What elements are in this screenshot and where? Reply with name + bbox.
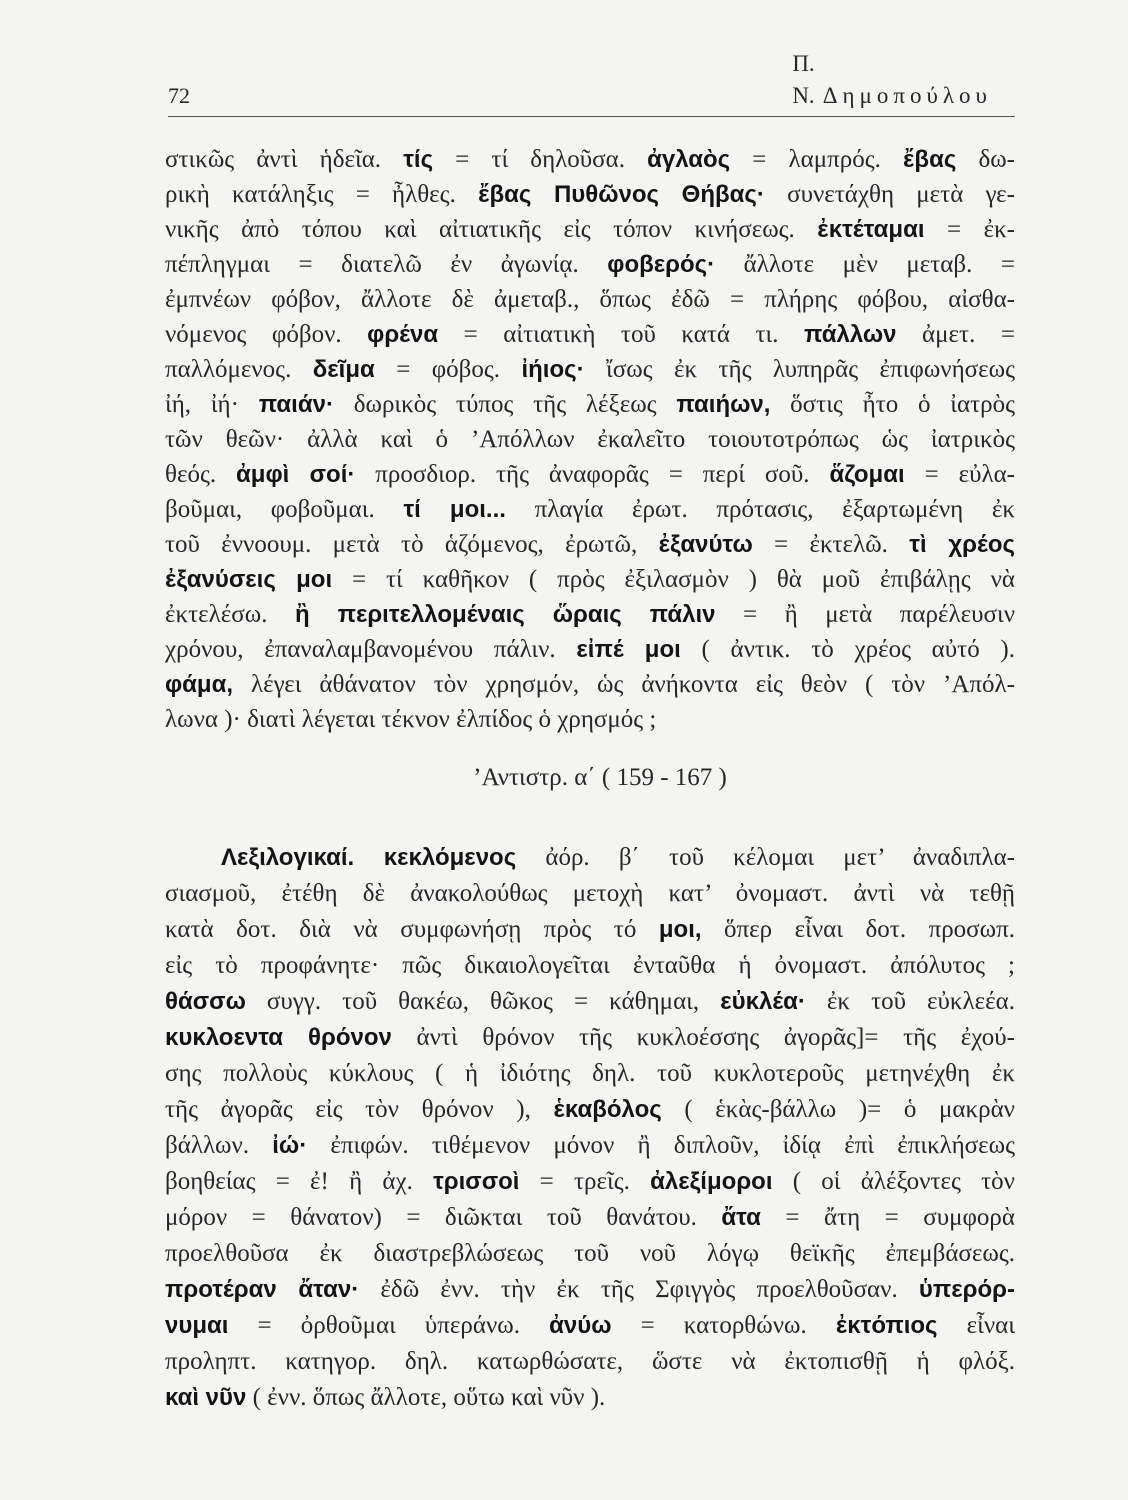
lemma-term: ἑκαβόλος [553, 1096, 662, 1123]
lemma-term: ἀμφὶ σοί· [236, 461, 356, 488]
text-line [165, 840, 1015, 876]
text-line [165, 1056, 1015, 1092]
lemma-term: Λεξιλογικαί. κεκλόμενος [221, 844, 517, 871]
text-line [165, 1308, 1015, 1344]
lemma-term: ἐκτέταμαι [817, 216, 925, 243]
gloss-text: ( οἱ ἀλέξοντες τὸν [772, 1168, 1015, 1195]
lemma-term: τί μοι... [403, 496, 506, 523]
gloss-text: = λαμπρός. [730, 146, 904, 173]
gloss-text: = ἄτη = συμφορὰ [760, 1204, 1015, 1231]
gloss-text: θεός. [165, 461, 237, 488]
gloss-text: = τί δηλοῦσα. [433, 146, 648, 173]
gloss-text: ἐκτελέσω. [165, 601, 295, 628]
text-line [165, 702, 1015, 737]
lemma-term: θάσσω [165, 988, 246, 1015]
lemma-term: τὶ χρέος [909, 531, 1015, 558]
lemma-term: ἔβας [903, 146, 957, 173]
gloss-text: λέγει ἀθάνατον τὸν χρησμόν, ὡς ἀνήκοντα εἰς θεὸν ( τὸν ’Απόλ- [233, 671, 1015, 698]
running-head [168, 51, 1015, 112]
gloss-text: τῆς ἀγορᾶς εἰς τὸν θρόνον ), [165, 1096, 554, 1123]
lemma-term: ἄτα [721, 1204, 761, 1231]
text-line [165, 352, 1015, 387]
gloss-text: ἐκ τοῦ εὐκλεέα. [805, 988, 1015, 1015]
lemma-term: ἐξανύσεις μοι [165, 566, 333, 593]
lemma-term: κυκλοεντα θρόνον [165, 1024, 392, 1051]
text-line [165, 1344, 1015, 1380]
lemma-term: εὐκλέα· [720, 988, 806, 1015]
lemma-term: τίς [403, 146, 434, 173]
gloss-text: ( ἀντικ. τὸ χρέος αὐτό ). [680, 636, 1015, 663]
lemma-term: τρισσοὶ [433, 1168, 520, 1195]
gloss-text: ἐμπνέων φόβον, ἄλλοτε δὲ ἀμεταβ., ὅπως ἐδῶ = πλήρης φόβου, αἰσθα- [165, 286, 1015, 313]
gloss-text: = ἐκ- [924, 216, 1015, 243]
text-line [165, 282, 1015, 317]
lemma-term: παιήων, [676, 391, 771, 418]
lemma-term: ἀλεξίμοροι [650, 1168, 773, 1195]
text-line [165, 527, 1015, 562]
gloss-text: συνετάχθη μετὰ γε- [764, 181, 1015, 208]
running-head-author [792, 48, 1015, 112]
lemma-term: δεῖμα [312, 356, 375, 383]
gloss-text: ἀμετ. = [896, 321, 1015, 348]
gloss-text: λωνα )· διατὶ λέγεται τέκνον ἐλπίδος ὁ χρησμός ; [165, 706, 657, 733]
gloss-text: = ἢ μετὰ παρέλευσιν [715, 601, 1015, 628]
gloss-text: ὅστις ἦτο ὁ ἰατρὸς [770, 391, 1015, 418]
gloss-text: ἴσως ἐκ τῆς λυπηρᾶς ἐπιφωνήσεως [584, 356, 1015, 383]
lemma-term: ἔβας Πυθῶνος Θήβας· [478, 181, 765, 208]
text-line [165, 667, 1015, 702]
gloss-text: = φόβος. [374, 356, 522, 383]
text-line [165, 1200, 1015, 1236]
gloss-text: πλαγία ἐρωτ. πρότασις, ἐξαρτωμένη ἐκ [505, 496, 1016, 523]
text-line [165, 1020, 1015, 1056]
page-number: 72 [168, 83, 190, 108]
text-line [165, 1128, 1015, 1164]
gloss-text: βοῦμαι, φοβοῦμαι. [165, 496, 404, 523]
gloss-text: = ἐκτελῶ. [752, 531, 910, 558]
text-line [165, 212, 1015, 247]
lemma-term: ἀγλαὸς [647, 146, 731, 173]
header-rule [168, 116, 1015, 117]
text-line [165, 984, 1015, 1020]
author-initials: Π. Ν. [792, 51, 815, 108]
lemma-term: φοβερός· [607, 251, 716, 278]
text-line [165, 1236, 1015, 1272]
text-line [165, 247, 1015, 282]
gloss-text: ( ἑκὰς-βάλλω )= ὁ μακρὰν [661, 1096, 1015, 1123]
gloss-text: ρικὴ κατάληξις = ἦλθες. [165, 181, 479, 208]
text-line [165, 177, 1015, 212]
lemma-term: ἢ περιτελλομέναις ὥραις πάλιν [294, 601, 716, 628]
lemma-term: προτέραν ἄταν· [165, 1276, 360, 1303]
gloss-text: πέπληγμαι = διατελῶ ἐν ἀγωνίᾳ. [165, 251, 608, 278]
gloss-text: δω- [956, 146, 1015, 173]
lemma-term: παιάν· [258, 391, 334, 418]
text-line [165, 457, 1015, 492]
gloss-text: νόμενος φόβον. [165, 321, 368, 348]
text-line [165, 1092, 1015, 1128]
gloss-text: = κατορθώνω. [611, 1312, 836, 1339]
lemma-term: εἰπέ μοι [576, 636, 681, 663]
text-line [165, 597, 1015, 632]
text-line [165, 422, 1015, 457]
gloss-text: εἰς τὸ προφάνητε· πῶς δικαιολογεῖται ἐνταῦθα ἡ ὀνομαστ. ἀπόλυτος ; [165, 952, 1015, 979]
gloss-text: ( ἐνν. ὅπως ἄλλοτε, οὕτω καὶ νῦν ). [246, 1384, 606, 1411]
text-line [165, 1164, 1015, 1200]
lemma-term: ἐκτόπιος [835, 1312, 938, 1339]
gloss-text: τοῦ ἐννοουμ. μετὰ τὸ ἁζόμενος, ἐρωτῶ, [165, 531, 659, 558]
lemma-term: πάλλων [804, 321, 897, 348]
gloss-text: ἄλλοτε μὲν μεταβ. = [715, 251, 1015, 278]
gloss-text: ἰή, ἰή· [165, 391, 259, 418]
text-line [165, 912, 1015, 948]
text-line [165, 492, 1015, 527]
gloss-text: προελθοῦσα ἐκ διαστρεβλώσεως τοῦ νοῦ λόγῳ θεϊκῆς ἐπεμβάσεως. [165, 1240, 1015, 1267]
text-line [165, 876, 1015, 912]
gloss-text: ὅπερ εἶναι δοτ. προσωπ. [701, 916, 1015, 943]
lemma-term: νυμαι [165, 1312, 229, 1339]
gloss-text: βοηθείας = ἐ! ἢ ἀχ. [165, 1168, 434, 1195]
gloss-text: = εὐλα- [904, 461, 1015, 488]
text-line [165, 1380, 1015, 1416]
text-line [165, 562, 1015, 597]
commentary-paragraph-2 [165, 840, 1015, 1416]
gloss-text: βάλλων. [165, 1132, 273, 1159]
lemma-term: ὑπερόρ- [918, 1276, 1015, 1303]
gloss-text: προσδιορ. τῆς ἀναφορᾶς = περί σοῦ. [355, 461, 830, 488]
gloss-text: δωρικὸς τύπος τῆς λέξεως [333, 391, 677, 418]
gloss-text: στικῶς ἀντὶ ἡδεῖα. [165, 146, 404, 173]
lemma-term: ἰώ· [272, 1132, 308, 1159]
gloss-text: συγγ. τοῦ θακέω, θῶκος = κάθημαι, [245, 988, 721, 1015]
gloss-text: ἀντὶ θρόνον τῆς κυκλοέσσης ἀγορᾶς]= τῆς ἐχού- [391, 1024, 1015, 1051]
gloss-text: σης πολλοὺς κύκλους ( ἡ ἰδιότης δηλ. τοῦ κυκλοτεροῦς μετηνέχθη ἐκ [165, 1060, 1015, 1087]
lemma-term: ἰήιος· [521, 356, 585, 383]
lemma-term: μοι, [658, 916, 702, 943]
text-line [165, 142, 1015, 177]
lemma-term: ἅζομαι [829, 461, 905, 488]
lemma-term: φρένα [367, 321, 439, 348]
text-line [165, 632, 1015, 667]
gloss-text: ἐπιφών. τιθέμενον μόνον ἢ διπλοῦν, ἰδίᾳ ἐπὶ ἐπικλήσεως [307, 1132, 1015, 1159]
text-line [165, 1272, 1015, 1308]
lemma-term: ἀνύω [549, 1312, 612, 1339]
text-line [165, 387, 1015, 422]
lemma-term: ἐξανύτω [658, 531, 753, 558]
gloss-text: εἶναι [937, 1312, 1015, 1339]
text-line [165, 948, 1015, 984]
gloss-text: προληπτ. κατηγορ. δηλ. κατωρθώσατε, ὥστε νὰ ἐκτοπισθῇ ἡ φλόξ. [165, 1348, 1015, 1375]
gloss-text: = τρεῖς. [519, 1168, 651, 1195]
text-line [165, 317, 1015, 352]
gloss-text: σιασμοῦ, ἐτέθη δὲ ἀνακολούθως μετοχὴ κατ’ ὀνομαστ. ἀντὶ νὰ τεθῇ [165, 880, 1015, 907]
gloss-text: κατὰ δοτ. διὰ νὰ συμφωνήσῃ πρὸς τό [165, 916, 659, 943]
gloss-text: νικῆς ἀπὸ τόπου καὶ αἰτιατικῆς εἰς τόπον κινήσεως. [165, 216, 818, 243]
gloss-text: ἐδῶ ἐνν. τὴν ἐκ τῆς Σφιγγὸς προελθοῦσαν. [359, 1276, 919, 1303]
author-surname: Δημοπούλου [822, 83, 992, 108]
gloss-text: χρόνου, ἐπαναλαμβανομένου πάλιν. [165, 636, 577, 663]
gloss-text: = τί καθῆκον ( πρὸς ἐξιλασμὸν ) θὰ μοῦ ἐπιβάλῃς νὰ [332, 566, 1015, 593]
lemma-term: φάμα, [165, 671, 234, 698]
gloss-text: παλλόμενος. [165, 356, 313, 383]
gloss-text: ἀόρ. β΄ τοῦ κέλομαι μετ’ ἀναδιπλα- [516, 844, 1016, 871]
gloss-text: = ὀρθοῦμαι ὑπεράνω. [228, 1312, 550, 1339]
lemma-term: καὶ νῦν [165, 1384, 247, 1411]
gloss-text: τῶν θεῶν· ἀλλὰ καὶ ὁ ’Απόλλων ἐκαλεῖτο τοιουτοτρόπως ὡς ἰατρικὸς [165, 426, 1015, 453]
gloss-text: = αἰτιατικὴ τοῦ κατά τι. [438, 321, 805, 348]
gloss-text: μόρον = θάνατον) = διῶκται τοῦ θανάτου. [165, 1204, 722, 1231]
commentary-paragraph-1 [165, 142, 1015, 737]
section-heading: ’Αντιστρ. α΄ ( 159 - 167 ) [473, 764, 727, 791]
